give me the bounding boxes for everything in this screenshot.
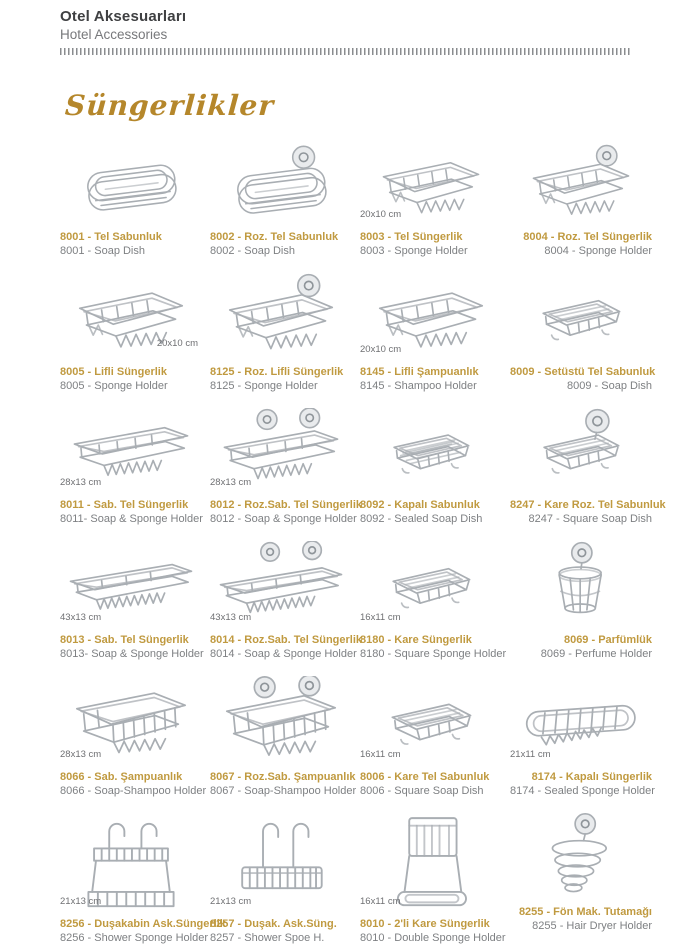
product-title-en: 8014 - Soap & Sponge Holder bbox=[210, 648, 357, 660]
product-title-en: 8004 - Sponge Holder bbox=[544, 245, 652, 257]
product-code-title-tr: 8174 - Kapalı Süngerlik bbox=[531, 771, 652, 783]
product-photo bbox=[510, 273, 652, 357]
product-photo bbox=[360, 813, 502, 909]
product-card bbox=[510, 144, 652, 258]
product-dimensions: 20x10 cm bbox=[360, 344, 402, 355]
product-title-en: 8010 - Double Sponge Holder bbox=[360, 932, 506, 944]
dashed-divider bbox=[60, 48, 632, 55]
product-labels bbox=[60, 499, 202, 526]
product-labels bbox=[510, 906, 652, 933]
product-title-en: 8012 - Soap & Sponge Holder bbox=[210, 513, 357, 525]
product-code-title-tr: 8067 - Roz.Sab. Şampuanlık bbox=[210, 771, 356, 783]
product-card bbox=[510, 273, 656, 393]
product-labels bbox=[360, 634, 507, 661]
product-card bbox=[210, 144, 352, 258]
product-dimensions: 21x13 cm bbox=[60, 896, 102, 907]
product-labels bbox=[360, 499, 502, 526]
hanging-basket-icon bbox=[210, 813, 352, 909]
product-dimensions: 43x13 cm bbox=[210, 612, 252, 623]
product-labels bbox=[210, 918, 352, 945]
page-subtitle: Hotel Accessories bbox=[60, 27, 168, 42]
product-title-en: 8005 - Sponge Holder bbox=[60, 380, 168, 392]
product-title-en: 8174 - Sealed Sponge Holder bbox=[510, 785, 655, 797]
product-code-title-tr: 8009 - Setüstü Tel Sabunluk bbox=[510, 366, 656, 378]
product-card bbox=[60, 541, 202, 661]
product-code-title-tr: 8001 - Tel Sabunluk bbox=[60, 231, 162, 243]
product-grid bbox=[60, 144, 666, 945]
product-photo bbox=[60, 813, 202, 909]
product-card bbox=[60, 676, 207, 798]
product-labels bbox=[210, 499, 363, 526]
product-code-title-tr: 8006 - Kare Tel Sabunluk bbox=[360, 771, 490, 783]
product-title-en: 8009 - Soap Dish bbox=[567, 380, 652, 392]
product-photo bbox=[60, 541, 202, 625]
product-code-title-tr: 8255 - Fön Mak. Tutamağı bbox=[518, 906, 652, 918]
product-code-title-tr: 8014 - Roz.Sab. Tel Süngerlik bbox=[210, 634, 363, 646]
product-labels bbox=[360, 771, 502, 798]
product-title-en: 8125 - Sponge Holder bbox=[210, 380, 318, 392]
product-labels bbox=[60, 771, 207, 798]
product-photo bbox=[360, 541, 502, 625]
product-card bbox=[360, 144, 502, 258]
product-dimensions: 16x11 cm bbox=[360, 896, 401, 907]
product-title-en: 8092 - Sealed Soap Dish bbox=[360, 513, 483, 525]
product-code-title-tr: 8003 - Tel Süngerlik bbox=[360, 231, 463, 243]
product-dimensions: 21x11 cm bbox=[510, 749, 551, 760]
product-dimensions: 43x13 cm bbox=[60, 612, 102, 623]
product-title-en: 8257 - Shower Spoe H. bbox=[210, 932, 325, 944]
product-dimensions: 21x13 cm bbox=[210, 896, 252, 907]
double-square-basket-icon bbox=[360, 813, 502, 909]
product-dimensions: 20x10 cm bbox=[360, 209, 402, 220]
product-photo bbox=[510, 408, 652, 490]
product-card bbox=[360, 813, 506, 945]
product-title-en: 8256 - Shower Sponge Holder bbox=[60, 932, 208, 944]
product-photo bbox=[360, 676, 502, 762]
wire-basket-rosette-icon bbox=[210, 273, 352, 357]
product-title-en: 8067 - Soap-Shampoo Holder bbox=[210, 785, 357, 797]
product-labels bbox=[210, 634, 363, 661]
product-labels bbox=[210, 366, 352, 393]
product-card bbox=[510, 676, 655, 798]
product-title-en: 8247 - Square Soap Dish bbox=[528, 513, 652, 525]
square-wire-dish-rosette-icon bbox=[510, 408, 652, 490]
product-labels bbox=[510, 771, 655, 798]
product-code-title-tr: 8010 - 2'li Kare Süngerlik bbox=[360, 918, 490, 930]
product-card bbox=[360, 408, 502, 526]
oval-wire-soap-dish-rosette-icon bbox=[210, 144, 352, 222]
product-photo bbox=[360, 408, 502, 490]
product-labels bbox=[210, 231, 352, 258]
product-title-en: 8066 - Soap-Shampoo Holder bbox=[60, 785, 207, 797]
product-card bbox=[360, 273, 502, 393]
product-photo bbox=[60, 408, 202, 490]
product-dimensions: 16x11 cm bbox=[360, 749, 401, 760]
product-card bbox=[60, 813, 226, 945]
product-photo bbox=[210, 273, 352, 357]
product-photo bbox=[60, 273, 202, 357]
product-photo bbox=[60, 144, 202, 222]
product-code-title-tr: 8004 - Roz. Tel Süngerlik bbox=[523, 231, 652, 243]
product-code-title-tr: 8125 - Roz. Lifli Süngerlik bbox=[210, 366, 344, 378]
product-photo bbox=[60, 676, 202, 762]
product-dimensions: 28x13 cm bbox=[60, 477, 102, 488]
product-labels bbox=[360, 918, 506, 945]
product-labels bbox=[510, 634, 652, 661]
product-code-title-tr: 8012 - Roz.Sab. Tel Süngerlik bbox=[210, 499, 363, 511]
page-title: Otel Aksesuarları bbox=[60, 8, 187, 25]
product-code-title-tr: 8069 - Parfümlük bbox=[563, 634, 652, 646]
product-dimensions: 20x10 cm bbox=[156, 338, 198, 349]
product-photo bbox=[510, 813, 652, 897]
product-code-title-tr: 8005 - Lifli Süngerlik bbox=[60, 366, 167, 378]
product-code-title-tr: 8092 - Kapalı Sabunluk bbox=[360, 499, 480, 511]
square-wire-dish-icon bbox=[510, 273, 652, 357]
product-card bbox=[60, 144, 202, 258]
product-card bbox=[510, 541, 652, 661]
product-card bbox=[210, 273, 352, 393]
product-code-title-tr: 8011 - Sab. Tel Süngerlik bbox=[60, 499, 189, 511]
page-header bbox=[60, 8, 652, 55]
product-card bbox=[60, 408, 202, 526]
product-photo bbox=[360, 273, 502, 357]
product-card bbox=[210, 408, 363, 526]
product-code-title-tr: 8145 - Lifli Şampuanlık bbox=[360, 366, 479, 378]
product-labels bbox=[60, 918, 226, 945]
section-title: Süngerlikler bbox=[64, 89, 276, 122]
product-title-en: 8003 - Sponge Holder bbox=[360, 245, 468, 257]
product-code-title-tr: 8180 - Kare Süngerlik bbox=[360, 634, 472, 646]
product-title-en: 8011- Soap & Sponge Holder bbox=[60, 513, 203, 525]
product-code-title-tr: 8247 - Kare Roz. Tel Sabunluk bbox=[510, 499, 666, 511]
product-photo bbox=[210, 144, 352, 222]
product-labels bbox=[510, 366, 656, 393]
product-code-title-tr: 8002 - Roz. Tel Sabunluk bbox=[210, 231, 339, 243]
product-title-en: 8255 - Hair Dryer Holder bbox=[532, 920, 652, 932]
product-labels bbox=[210, 771, 357, 798]
product-labels bbox=[60, 231, 202, 258]
product-photo bbox=[210, 676, 352, 762]
product-code-title-tr: 8257 - Duşak. Ask.Süng. bbox=[210, 918, 337, 930]
product-card bbox=[360, 676, 502, 798]
closed-wire-dish-icon bbox=[360, 408, 502, 490]
product-dimensions: 28x13 cm bbox=[60, 749, 102, 760]
product-card bbox=[510, 813, 652, 933]
product-code-title-tr: 8013 - Sab. Tel Süngerlik bbox=[60, 634, 189, 646]
product-card bbox=[510, 408, 666, 526]
product-card bbox=[360, 541, 507, 661]
product-photo bbox=[210, 541, 352, 625]
product-photo bbox=[210, 408, 352, 490]
product-title-en: 8001 - Soap Dish bbox=[60, 245, 145, 257]
product-photo bbox=[510, 541, 652, 625]
product-title-en: 8145 - Shampoo Holder bbox=[360, 380, 477, 392]
wire-cup-rosette-icon bbox=[510, 541, 652, 625]
product-dimensions: 16x11 cm bbox=[360, 612, 401, 623]
product-labels bbox=[510, 499, 666, 526]
product-photo bbox=[210, 813, 352, 909]
product-code-title-tr: 8256 - Duşakabin Ask.Süngerlik bbox=[60, 918, 226, 930]
product-title-en: 8002 - Soap Dish bbox=[210, 245, 295, 257]
product-labels bbox=[60, 366, 202, 393]
oval-wire-soap-dish-icon bbox=[60, 144, 202, 222]
deep-wire-basket-rosette2-icon bbox=[210, 676, 352, 762]
product-labels bbox=[360, 231, 502, 258]
product-card bbox=[210, 676, 357, 798]
wire-basket-rosette-icon bbox=[510, 144, 652, 222]
product-labels bbox=[360, 366, 502, 393]
product-labels bbox=[60, 634, 202, 661]
product-title-en: 8006 - Square Soap Dish bbox=[360, 785, 484, 797]
product-title-en: 8013- Soap & Sponge Holder bbox=[60, 648, 204, 660]
product-title-en: 8069 - Perfume Holder bbox=[540, 648, 652, 660]
product-card bbox=[60, 273, 202, 393]
product-card bbox=[210, 813, 352, 945]
product-title-en: 8180 - Square Sponge Holder bbox=[360, 648, 507, 660]
product-photo bbox=[510, 676, 652, 762]
product-photo bbox=[360, 144, 502, 222]
hanging-two-tier-basket-icon bbox=[60, 813, 202, 909]
product-code-title-tr: 8066 - Sab. Şampuanlık bbox=[60, 771, 183, 783]
product-labels bbox=[510, 231, 652, 258]
product-dimensions: 28x13 cm bbox=[210, 477, 252, 488]
product-photo bbox=[510, 144, 652, 222]
spiral-holder-icon bbox=[510, 813, 652, 897]
product-card bbox=[210, 541, 363, 661]
